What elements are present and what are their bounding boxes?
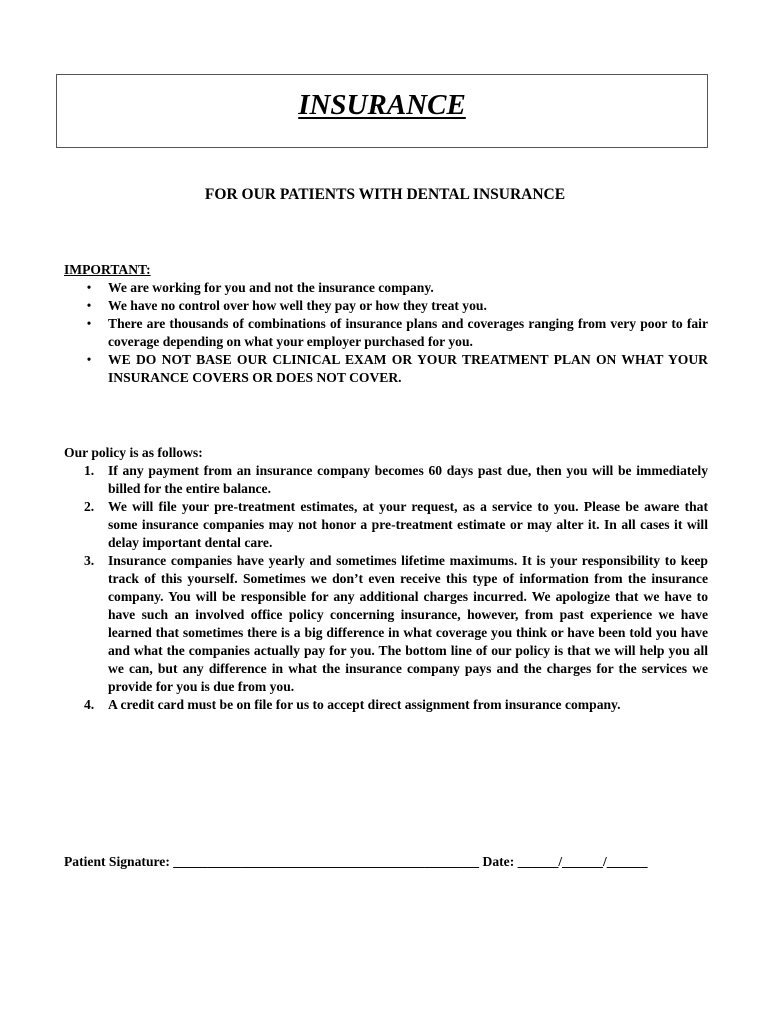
policy-item (64, 552, 708, 696)
list-item (64, 279, 708, 297)
bullet-icon: • (86, 352, 92, 367)
important-section (64, 261, 708, 387)
date-field[interactable]: Date: ______/______/______ (482, 854, 648, 869)
policy-item-number: 1. (84, 463, 95, 478)
list-item-text: There are thousands of combinations of insurance plans and coverages ranging from very poor to fair coverage depending on what your employer purchased for you. (108, 316, 708, 349)
policy-item-number: 4. (84, 697, 95, 712)
policy-item-text: A credit card must be on file for us to accept direct assignment from insurance company. (108, 697, 621, 712)
list-item (64, 351, 708, 387)
list-item-text: WE DO NOT BASE OUR CLINICAL EXAM OR YOUR TREATMENT PLAN ON WHAT YOUR INSURANCE COVERS OR DOES NOT COVER. (108, 352, 708, 385)
policy-item-text: If any payment from an insurance company becomes 60 days past due, then you will be immediately billed for the entire balance. (108, 463, 708, 496)
policy-item-text: Insurance companies have yearly and sometimes lifetime maximums. It is your responsibility to keep track of this yourself. Sometimes we don’t even receive this type of information from the insurance company. You will be responsible for any additional charges incurred. We apologize that we have to have such an involved office policy concerning insurance, however, from past experience we have learned that sometimes there is a big difference in what coverage you think or have been told you have and what the companies actually pay for you. The bottom line of our policy is that we will help you all we can, but any difference in what the insurance company pays and the charges for the services we provide for you is due from you. (108, 553, 708, 694)
page-subtitle: FOR OUR PATIENTS WITH DENTAL INSURANCE (204, 186, 566, 203)
policy-heading: Our policy is as follows: (64, 445, 203, 460)
policy-item (64, 462, 708, 498)
bullet-icon: • (86, 298, 92, 313)
title-box (56, 74, 708, 148)
policy-item (64, 498, 708, 552)
bullet-icon: • (86, 280, 92, 295)
policy-item-number: 3. (84, 553, 95, 568)
page-title: INSURANCE (298, 89, 466, 121)
bullet-icon: • (86, 316, 92, 331)
signature-row (64, 854, 648, 870)
list-item (64, 297, 708, 315)
policy-item-text: We will file your pre-treatment estimates, at your request, as a service to you. Please be aware that some insurance companies may not honor a pre-treatment estimate or may alter it. In all cases it will delay important dental care. (108, 499, 708, 550)
important-list (64, 279, 708, 387)
list-item-text: We are working for you and not the insurance company. (108, 280, 434, 295)
policy-section (64, 444, 708, 714)
policy-item (64, 696, 708, 714)
important-heading: IMPORTANT: (64, 262, 151, 277)
policy-list (64, 462, 708, 714)
patient-signature-field[interactable]: Patient Signature: _____________________________________________ (64, 854, 480, 869)
list-item-text: We have no control over how well they pay or how they treat you. (108, 298, 487, 313)
list-item (64, 315, 708, 351)
policy-item-number: 2. (84, 499, 95, 514)
